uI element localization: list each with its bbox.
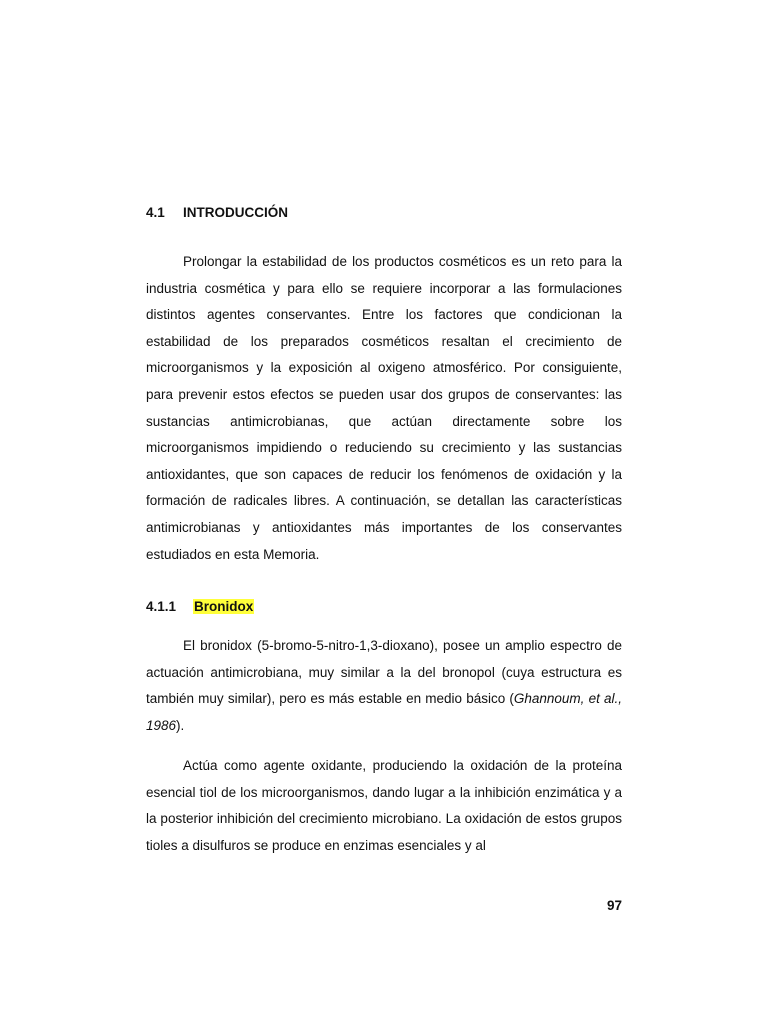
subsection-title: Bronidox bbox=[194, 599, 254, 614]
citation: Ghannoum, et al., 1986 bbox=[146, 691, 622, 733]
section-heading bbox=[146, 205, 288, 220]
bronidox-paragraph bbox=[146, 633, 622, 739]
subsection-heading bbox=[146, 599, 254, 614]
mechanism-paragraph: Actúa como agente oxidante, produciendo la oxidación de la proteína esencial tiol de los microorganismos, dando lugar a la inhibición enzimática y a la posterior inhibición del crecimiento microbiano. La oxidación de estos grupos tioles a disulfuros se produce en enzimas esenciales y al bbox=[146, 758, 622, 853]
bronidox-paragraph-text: El bronidox (5-bromo-5-nitro-1,3-dioxano), posee un amplio espectro de actuación antimicrobiana, muy similar a la del bronopol (cuya estructura es también muy similar), pero es más estable en medio básico ( bbox=[146, 638, 622, 707]
section-number: 4.1 bbox=[146, 205, 165, 220]
bronidox-paragraph-closing: ). bbox=[176, 717, 185, 733]
subsection-number: 4.1.1 bbox=[146, 599, 177, 614]
page-number: 97 bbox=[606, 898, 622, 913]
section-title: INTRODUCCIÓN bbox=[183, 205, 288, 220]
intro-paragraph: Prolongar la estabilidad de los productos cosméticos es un reto para la industria cosmética y para ello se requiere incorporar a las formulaciones distintos agentes conservantes. Entre los factores que condicionan la estabilidad de los preparados cosméticos resaltan el crecimiento de microorganismos y la exposición al oxigeno atmosférico. Por consiguiente, para prevenir estos efectos se pueden usar dos grupos de conservantes: las sustancias antimicrobianas, que actúan directamente sobre los microorganismos impidiendo o reduciendo su crecimiento y las sustancias antioxidantes, que son capaces de reducir los fenómenos de oxidación y la formación de radicales libres. A continuación, se detallan las características antimicrobianas y antioxidantes más importantes de los conservantes estudiados en esta Memoria. bbox=[146, 254, 622, 562]
